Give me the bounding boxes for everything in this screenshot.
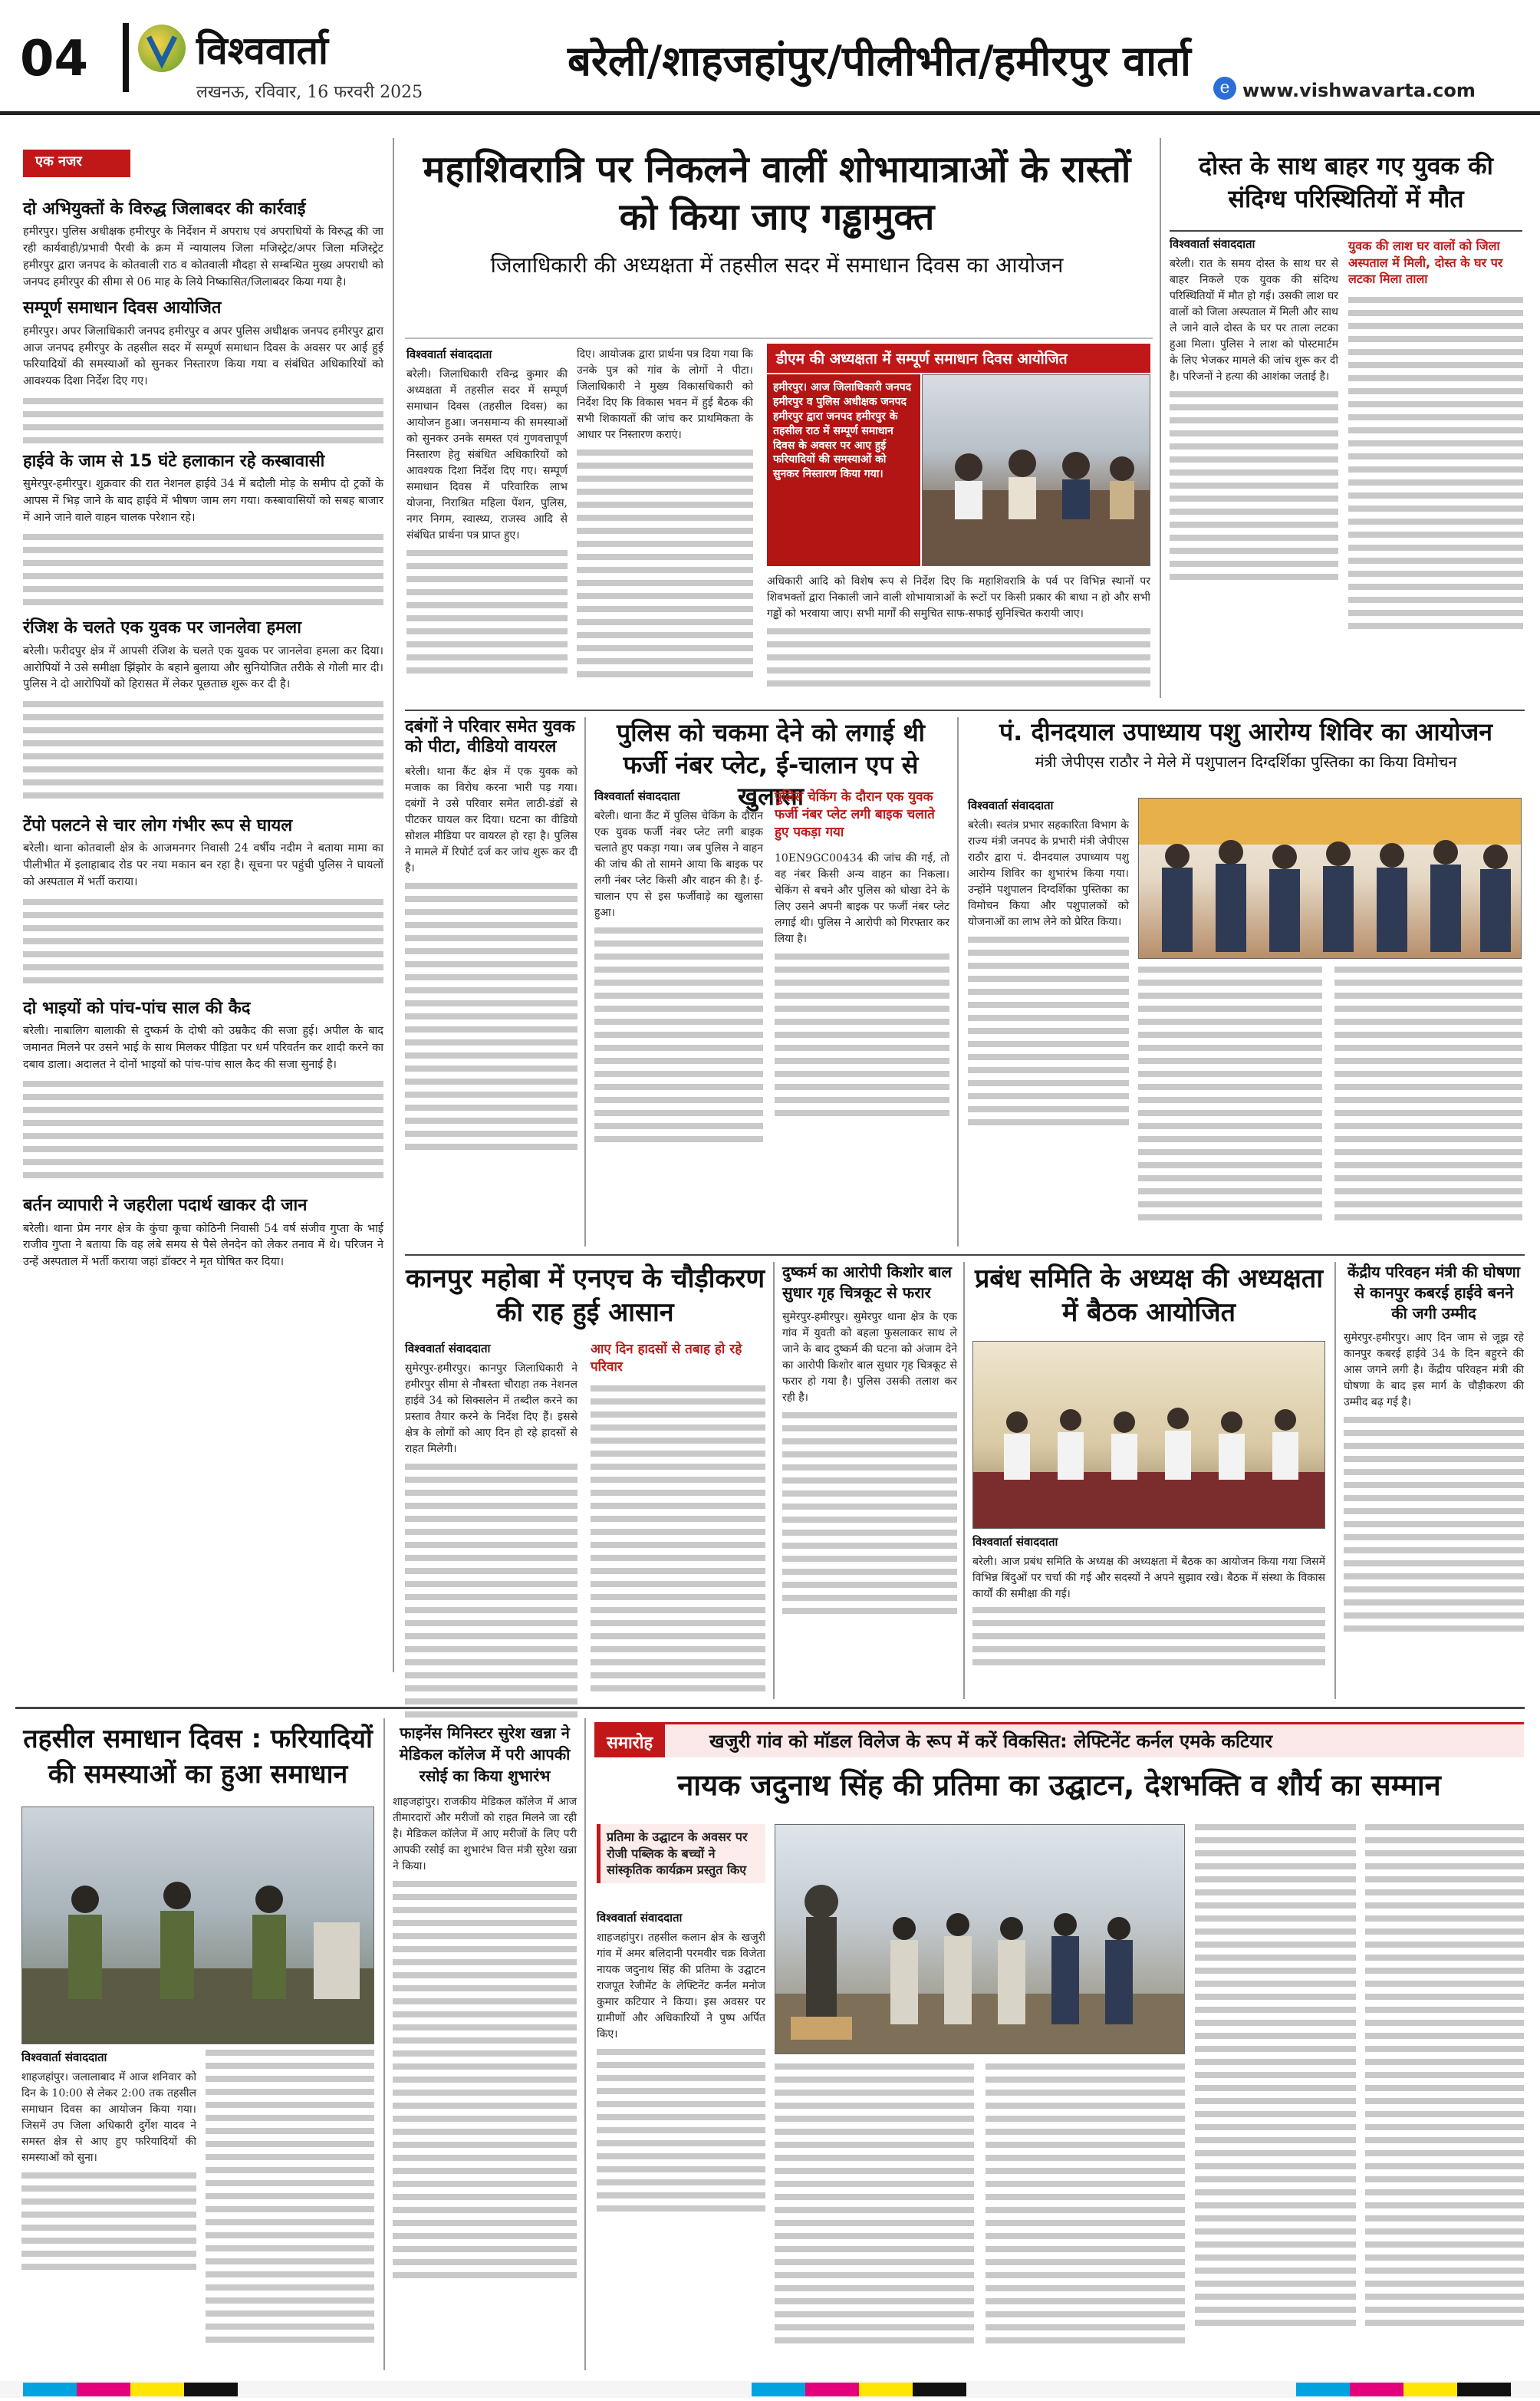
committee-story: [972, 1262, 1325, 1329]
lead-headline: महाशिवरात्रि पर निकलने वालीं शोभायात्राओं के रास्तों को किया जाए गड्ढामुक्त: [423, 148, 1131, 239]
column-rule: [584, 1718, 586, 2370]
headline: रंजिश के चलते एक युवक पर जानलेवा हमला: [23, 618, 301, 638]
committee-body: [972, 1534, 1325, 1668]
crowd-photo-icon: [22, 1807, 374, 2044]
lead-subhead: जिलाधिकारी की अध्यक्षता में तहसील सदर में समाधान दिवस का आयोजन: [490, 252, 1064, 278]
lead-column-1: [406, 347, 568, 680]
statue-photo: [775, 1824, 1185, 2054]
rule: [1170, 230, 1522, 232]
byline: विश्ववार्ता संवाददाता: [21, 2050, 107, 2064]
statue-col3: [986, 2063, 1185, 2363]
photo-title: डीएम की अध्यक्षता में सम्पूर्ण समाधान दिवस आयोजित: [776, 351, 1068, 367]
committee-photo: [972, 1341, 1325, 1529]
byline: विश्ववार्ता संवाददाता: [405, 1342, 491, 1355]
transport-story: [1344, 1262, 1524, 1647]
article-body: बरेली। थाना कोतवाली क्षेत्र के आजमनगर निवासी 24 वर्षीय नदीम ने बताया मामा का पीलीभीत में इलाहाबाद रोड पर नया मकान बन रहा है। सूचना पर पहुंची पुलिस ने घायलों को अस्पताल में भर्ती कराया।: [23, 842, 383, 888]
column-rule: [383, 1718, 385, 2370]
text-filler: [23, 398, 383, 444]
text-filler: [591, 1385, 765, 1723]
article-body: शाहजहांपुर। राजकीय मेडिकल कॉलेज में आज तीमारदारों और मरीजों को राहत मिलने जा रही है। मेडिकल कॉलेज में आए मरीजों के लिए परी आपकी रसोई का शुभारंभ वित्त मंत्री सुरेश खन्ना ने किया।: [393, 1796, 577, 1872]
text-filler: [23, 899, 383, 991]
headline: दबंगों ने परिवार समेत युवक को पीटा, वीडियो वायरल: [405, 717, 575, 757]
highway-story: [405, 1262, 765, 1329]
article-body: बरेली। नाबालिग बालाकी से दुष्कर्म के दोषी को उम्रकैद की सजा हुई। अपील के बाद जमानत मिलने पर उसने भाई के साथ मिलकर पीड़िता पर धर्म परिवर्तन कर शादी करने का दबाव डाला। अदालत ने दोनों भाइयों को पांच-पांच साल कैद की सजा सुनाई है।: [23, 1025, 383, 1071]
article-body: सुमेरपुर-हमीरपुर। आए दिन जाम से जूझ रहे कानपुर कबरई हाईवे 34 के दिन बहुरने की आस जगने लगी है। केंद्रीय परिवहन मंत्री की घोषणा के बाद इस मार्ग के चौड़ीकरण की उम्मीद बढ़ गई है।: [1344, 1332, 1524, 1408]
text-filler: [1138, 967, 1322, 1235]
article-body: बरेली। रात के समय दोस्त के साथ घर से बाहर निकले एक युवक की संदिग्ध परिस्थितियों में मौत हो गई। उसकी लाश घर वालों को जिला अस्पताल में मिली और साथ ले जाने वाले दोस्त के घर पर ताला लटका हुआ मिला। पुलिस ने लाश को पोस्टमार्टम के लिए भेजकर मामले की जांच शुरू कर दी है। परिजनों ने हत्या की आशंका जताई है।: [1170, 258, 1338, 383]
headline: कानपुर महोबा में एनएच के चौड़ीकरण की राह हुई आसान: [405, 1263, 765, 1329]
headline: नायक जदुनाथ सिंह की प्रतिमा का उद्घाटन, देशभक्ति व शौर्य का सम्मान: [677, 1768, 1441, 1802]
headline: फाइनेंस मिनिस्टर सुरेश खन्ना ने मेडिकल कॉलेज में परी आपकी रसोई का किया शुभारंभ: [399, 1724, 571, 1785]
rule: [405, 710, 1525, 711]
column-rule: [1334, 1262, 1336, 1699]
text-filler: [23, 1081, 383, 1188]
text-filler: [206, 2050, 374, 2357]
article-body: बरेली। थाना कैंट क्षेत्र में एक युवक को मजाक का विरोध करना भारी पड़ गया। दबंगों ने उसे परिवार समेत लाठी-डंडों से पीटकर घायल कर दिया। घटना का वीडियो सोशल मीडिया पर वायरल हो रहा है। पुलिस ने मामले में रिपोर्ट दर्ज कर जांच शुरू कर दी है।: [405, 765, 578, 874]
headline: दुष्कर्म का आरोपी किशोर बाल सुधार गृह चित्रकूट से फरार: [782, 1263, 952, 1302]
headline: दो अभियुक्तों के विरुद्ध जिलाबदर की कार्रवाई: [23, 199, 306, 219]
brand-name: विश्ववार्ता: [196, 28, 328, 73]
rule: [405, 1254, 1525, 1256]
tehsil-photo: [21, 1807, 374, 2044]
column-rule: [773, 1262, 775, 1699]
photo-caption-box: [767, 374, 920, 566]
rule: [405, 338, 1153, 339]
animal-camp-col1: [968, 798, 1129, 1136]
text-filler: [775, 2063, 974, 2363]
text-filler: [577, 450, 753, 695]
text-filler: [23, 701, 383, 809]
text-filler: [1348, 297, 1523, 657]
page-number: 04: [20, 31, 89, 87]
article-body: बरेली। थाना कैंट में पुलिस चेकिंग के दौरान एक युवक फर्जी नंबर प्लेट लगी बाइक चलाते हुए पकड़ा गया। जब पुलिस ने वाहन की जांच की तो सामने आया कि बाइक पर लगी नंबर प्लेट किसी और वाहन की है। ई-चालान एप से इस फर्जीवाड़े का खुलासा हुआ।: [594, 810, 763, 919]
statue-story: [594, 1768, 1524, 1803]
tehsil-col1: [21, 2050, 196, 2272]
lead-column-2: [577, 347, 753, 695]
headline: पं. दीनदयाल उपाध्याय पशु आरोग्य शिविर का आयोजन: [999, 717, 1493, 746]
column-rule: [963, 1262, 965, 1699]
headline: पुलिस को चकमा देने को लगाई थी फर्जी नंबर प्लेट, ई-चालान एप से खुलासा: [617, 718, 925, 812]
statue-col1: [597, 1910, 765, 2218]
article-body: 10EN9GC00434 की जांच की गई, तो वह नंबर किसी अन्य वाहन का निकला। चेकिंग से बचने और पुलिस को धोखा देने के लिए उसने अपनी बाइक पर फर्जी नंबर प्लेट लगाई थी। पुलिस ने आरोपी को गिरफ्तार कर लिया है।: [775, 851, 949, 945]
text-filler: [1365, 1824, 1524, 2361]
web-icon: e: [1213, 77, 1236, 100]
tehsil-story: [21, 1722, 374, 1793]
lead-column-3: [767, 574, 1150, 697]
animal-camp-story: [968, 717, 1524, 771]
text-filler: [393, 1881, 577, 2310]
statue-col2: [775, 2063, 974, 2363]
statue-photo-icon: [775, 1825, 1185, 2054]
death-story: [1170, 150, 1522, 216]
article-body: अधिकारी आदि को विशेष रूप से निर्देश दिए कि महाशिवरात्रि के पर्व पर विभिन्न स्थानों पर शिवभक्तों द्वारा निकाली जाने वाली शोभायात्राओं के रूटों पर किसी प्रकार की बाधा न हो और सभी गड्ढों को भरवाया जाए। सभी मार्गों की समुचित साफ-सफाई सुनिश्चित करायी जाए।: [767, 575, 1150, 620]
website-link[interactable]: www.vishwavarta.com: [1242, 80, 1476, 101]
byline: विश्ववार्ता संवाददाता: [1170, 237, 1255, 251]
text-filler: [1195, 1824, 1356, 2361]
headline: दो भाइयों को पांच-पांच साल की कैद: [23, 998, 251, 1018]
statue-col5: [1365, 1824, 1524, 2361]
headline: हाईवे के जाम से 15 घंटे हलाकान रहे कस्बावासी: [23, 451, 325, 471]
text-filler: [782, 1412, 957, 1635]
meeting-photo-icon: [923, 375, 1150, 566]
article-body: हमीरपुर। पुलिस अधीक्षक हमीरपुर के निर्देशन में अपराध एवं अपराधियों के विरुद्ध की जा रही कार्यवाही/प्रभावी पैरवी के क्रम में न्यायालय जिला मजिस्ट्रेट/अपर जिला मजिस्ट्रेट हमीरपुर द्वारा जनपद के कोतवाली राठ व कोतवाली मौदहा से सम्बन्धित मुख्य अपराधी को जनपद हमीरपुर की सीमा से 06 माह के लिये निष्कासित/जिलाबदर किया गया है।: [23, 226, 383, 288]
section-tag: समारोह: [594, 1724, 665, 1757]
lead-story: [405, 146, 1149, 278]
byline: विश्ववार्ता संवाददाता: [968, 799, 1054, 812]
dateline: लखनऊ, रविवार, 16 फरवरी 2025: [196, 83, 423, 102]
photo-caption: हमीरपुर। आज जिलाधिकारी जनपद हमीरपुर व पुलिस अधीक्षक जनपद हमीरपुर द्वारा जनपद हमीरपुर के तहसील राठ में सम्पूर्ण समाधान दिवस के अवसर पर आए हुई फरियादियों की समस्याओं को सुनकर निस्तारण किया गया।: [773, 381, 912, 481]
death-story-col2: [1348, 238, 1523, 657]
headline: केंद्रीय परिवहन मंत्री की घोषणा से कानपुर कबरई हाईवे बनने की जगी उम्मीद: [1347, 1263, 1521, 1322]
animal-camp-col3: [1334, 967, 1522, 1235]
pull-quote: युवक की लाश घर वालों को जिला अस्पताल में मिली, दोस्त के घर पर लटका मिला ताला: [1348, 239, 1503, 287]
headline: टेंपो पलटने से चार लोग गंभीर रूप से घायल: [23, 816, 293, 836]
byline: विश्ववार्ता संवाददाता: [597, 1911, 683, 1925]
photo-title-bar: [767, 344, 1150, 373]
kitchen-story: [393, 1722, 577, 2310]
fake-plate-col1: [594, 789, 763, 1158]
article-body: बरेली। आज प्रबंध समिति के अध्यक्ष की अध्यक्षता में बैठक का आयोजन किया गया जिसमें विभिन्न बिंदुओं पर चर्चा की गई और सदस्यों ने अपने सुझाव रखे। बैठक में संस्था के विकास कार्यों की समीक्षा की गई।: [972, 1556, 1325, 1600]
statue-quote-box: [597, 1824, 765, 1883]
text-filler: [986, 2063, 1185, 2363]
print-color-strip: [0, 2381, 1540, 2398]
text-filler: [23, 534, 383, 611]
article-body: बरेली। जिलाधिकारी रविन्द्र कुमार की अध्यक्षता में तहसील सदर में सम्पूर्ण समाधान दिवस (तहसील दिवस) का आयोजन हुआ। जनसमान्य की समस्याओं को सुनकर उनके समस्त एवं गुणवत्तापूर्ण निस्तारण हेतु संबंधित अधिकारियों को आवश्यक दिशा निर्देश दिए गए। सम्पूर्ण समाधान दिवस में परिवारिक लाभ योजना, निराश्रित महिला पेंशन, पुलिस, नगर निगम, स्वास्थ्य, राजस्व आदि से संबंधित प्रार्थना पत्र प्राप्त हुए।: [406, 368, 568, 542]
text-filler: [968, 937, 1129, 1136]
pull-quote: प्रतिमा के उद्घाटन के अवसर पर रोजी पब्लिक के बच्चों ने सांस्कृतिक कार्यक्रम प्रस्तुत किए: [607, 1830, 748, 1878]
rule: [15, 1707, 1525, 1709]
death-story-col1: [1170, 236, 1338, 591]
text-filler: [405, 1464, 578, 1740]
headline: सम्पूर्ण समाधान दिवस आयोजित: [23, 298, 222, 318]
byline: विश्ववार्ता संवाददाता: [972, 1535, 1058, 1549]
section-bar: [594, 1722, 1524, 1757]
column-rule: [957, 717, 959, 1247]
text-filler: [1344, 1417, 1524, 1647]
section-label-text: एक नजर: [35, 153, 82, 170]
masthead: [0, 0, 1540, 115]
headline: तहसील समाधान दिवस : फरियादियों की समस्याओं का हुआ समाधान: [23, 1724, 373, 1790]
lead-photo: [922, 374, 1150, 566]
article-body: बरेली। फरीदपुर क्षेत्र में आपसी रंजिश के चलते एक युवक पर जानलेवा हमला कर दिया। आरोपियों ने उसे समीक्षा झिंझोर के बहाने बुलाया और सुनियोजित तरीके से गोली मार दी। पुलिस ने दो आरोपियों को हिरासत में लेकर पूछताछ शुरू कर दी है।: [23, 644, 383, 691]
edition-title: बरेली/शाहजहांपुर/पीलीभीत/हमीरपुर वार्ता: [568, 37, 1191, 85]
animal-camp-col2: [1138, 967, 1322, 1235]
column-rule: [393, 138, 394, 1672]
tehsil-col2: [206, 2050, 374, 2357]
brand-logo-icon: [138, 25, 186, 72]
camp-photo: [1138, 798, 1522, 959]
byline: विश्ववार्ता संवाददाता: [594, 789, 680, 803]
section-headline: खजुरी गांव को मॉडल विलेज के रूप में करें विकसित: लेफ्टिनेंट कर्नल एमके कटियार: [709, 1731, 1273, 1752]
text-filler: [405, 883, 578, 1174]
article-body: बरेली। थाना प्रेम नगर क्षेत्र के कुंचा कूचा कोठिनी निवासी 54 वर्ष संजीव गुप्ता के भाई राजीव गुप्ता ने बताया कि वह लंबे समय से पैसे लेनदेन को लेकर तनाव में थे। परिजन ने उन्हें अस्पताल में भर्ती कराया जहां डॉक्टर ने मृत घोषित कर दिया।: [23, 1222, 383, 1269]
column-rule: [584, 717, 586, 1247]
fake-plate-col2: [775, 789, 949, 1138]
text-filler: [767, 628, 1150, 697]
section-label: [23, 150, 130, 177]
text-filler: [406, 550, 568, 680]
text-filler: [1334, 967, 1522, 1235]
meeting-photo-icon: [973, 1342, 1325, 1529]
headline: दोस्त के साथ बाहर गए युवक की संदिग्ध परिस्थितियों में मौत: [1199, 151, 1493, 214]
article-body: सुमेरपुर-हमीरपुर। सुमेरपुर थाना क्षेत्र के एक गांव में युवती को बहला फुसलाकर साथ ले जाने के बाद दुष्कर्म की घटना को अंजाम देने का आरोपी किशोर बाल सुधार गृह चित्रकूट से फरार हो गया है। पुलिस उसकी तलाश कर रही है।: [782, 1311, 957, 1404]
headline: बर्तन व्यापारी ने जहरीला पदार्थ खाकर दी जान: [23, 1196, 308, 1216]
ceremony-photo-icon: [1139, 799, 1522, 959]
article-body: दिए। आयोजक द्वारा प्रार्थना पत्र दिया गया कि उनके पुत्र को गांव के लोगों ने पीटा। जिलाधिकारी ने मुख्य विकासधिकारी को निर्देश दिए कि विकास भवन में हुई बैठक की सभी शिकायतों की जांच कर प्राथमिकता के आधार पर निस्तारण कराएं।: [577, 348, 753, 441]
article-body: सुमेरपुर-हमीरपुर। शुक्रवार की रात नेशनल हाईवे 34 में बदौली मोड़ के समीप दो ट्रकों के आपस में भिड़ जाने के बाद हाईवे में भीषण जाम लग गया। कस्बावासियों को सबह बाजार में आने जाने वाले वाहन चालक परेशान रहे।: [23, 478, 383, 524]
pull-quote: आए दिन हादसों से तबाह हो रहे परिवार: [591, 1342, 742, 1375]
text-filler: [594, 927, 763, 1158]
escape-story: [782, 1262, 957, 1635]
article-body: हमीरपुर। अपर जिलाधिकारी जनपद हमीरपुर व अपर पुलिस अधीक्षक जनपद हमीरपुर द्वारा आज जनपद हमीरपुर के तहसील सदर में सम्पूर्ण समाधान दिवस के अवसर पर आई हुई फरियादियों की समस्याओं को सुनकर निस्तारण किया गया व संबंधित अधिकारियों को आवश्यक दिशा निर्देश दिए गए।: [23, 324, 383, 388]
divider: [123, 23, 129, 92]
brief-column: [23, 199, 383, 1271]
text-filler: [972, 1607, 1325, 1668]
article-body: शाहजहांपुर। जलालाबाद में आज शनिवार को दिन के 10:00 से लेकर 2:00 तक तहसील समाधान दिवस का आयोजन किया गया। जिसमें उप जिला अधिकारी दुर्गेश यादव ने समस्त क्षेत्र से आए हुए फरियादियों की समस्याओं को सुना।: [21, 2071, 196, 2164]
text-filler: [775, 953, 949, 1138]
pull-quote: पुलिस चेकिंग के दौरान एक युवक फर्जी नंबर प्लेट लगी बाइक चलाते हुए पकड़ा गया: [775, 789, 935, 840]
column-rule: [1160, 138, 1161, 698]
highway-col1: [405, 1341, 578, 1740]
headline: प्रबंध समिति के अध्यक्ष की अध्यक्षता में बैठक आयोजित: [974, 1263, 1324, 1329]
text-filler: [21, 2172, 196, 2272]
byline: विश्ववार्ता संवाददाता: [406, 347, 492, 361]
text-filler: [597, 2049, 765, 2218]
highway-col2: [591, 1341, 765, 1723]
article-body: सुमेरपुर-हमीरपुर। कानपुर जिलाधिकारी ने हमीरपुर सीमा से नौबस्ता चौराहा तक नेशनल हाईवे 34 को सिक्सलेन में तब्दील करने का प्रस्ताव तैयार करने के निर्देश दिए हैं। इससे क्षेत्र के लोगों को आए दिन हो रहे हादसों से राहत मिलेगी।: [405, 1362, 578, 1455]
beating-story: [405, 717, 578, 1174]
statue-col4: [1195, 1824, 1356, 2361]
text-filler: [1170, 391, 1338, 591]
article-body: बरेली। स्वतंत्र प्रभार सहकारिता विभाग के राज्य मंत्री जनपद के प्रभारी मंत्री जेपीएस राठौर द्वारा पं. दीनदयाल उपाध्याय पशु आरोग्य शिविर का शुभारंभ किया गया। उन्होंने पशुपालन दिग्दर्शिका पुस्तिका का विमोचन किया और पशुपालकों को योजनाओं का लाभ लेने को प्रेरित किया।: [968, 819, 1129, 928]
article-body: शाहजहांपुर। तहसील कलान क्षेत्र के खजुरी गांव में अमर बलिदानी परमवीर चक्र विजेता नायक जदुनाथ सिंह की प्रतिमा के उद्घाटन राजपूत रेजीमेंट के लेफ्टिनेंट कर्नल मनोज कुमार कटियार ने किया। इस अवसर पर ग्रामीणों और अधिकारियों ने पुष्प अर्पित किए।: [597, 1932, 765, 2040]
subhead: मंत्री जेपीएस राठौर ने मेले में पशुपालन दिग्दर्शिका पुस्तिका का किया विमोचन: [1035, 753, 1457, 772]
